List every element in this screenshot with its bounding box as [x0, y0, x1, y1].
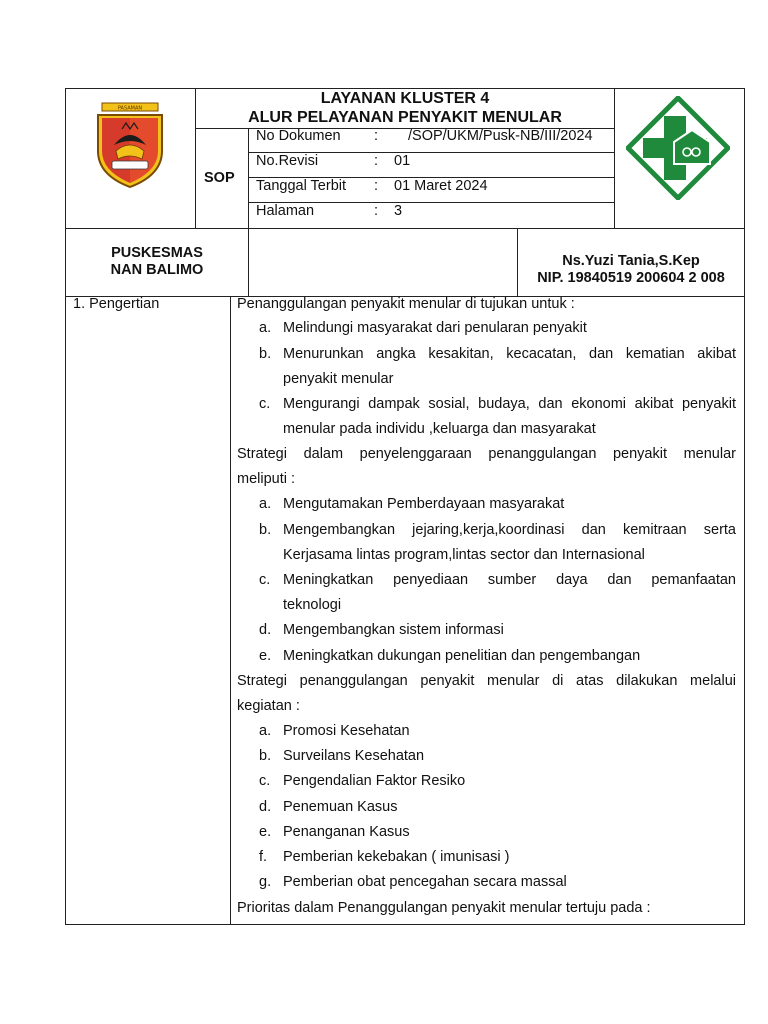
meta-value: 01 — [394, 153, 411, 169]
list-marker: c. — [259, 396, 271, 412]
list-marker: a. — [259, 320, 272, 336]
meta-row-tanggal-terbit — [256, 178, 488, 194]
list-text: Mengembangkan jejaring,kerja,koordinasi dan kemitraan serta — [283, 522, 736, 538]
list-text-continued: menular pada individu ,keluarga dan masyarakat — [283, 421, 596, 437]
meta-key: No Dokumen — [256, 128, 341, 144]
list-marker: f. — [259, 849, 268, 865]
list-text: Pemberian obat pencegahan secara massal — [283, 874, 567, 890]
list-text: Penanganan Kasus — [283, 824, 410, 840]
section-label: 1. Pengertian — [73, 296, 160, 312]
strategy-intro-continued: meliputi : — [237, 471, 296, 487]
list-marker: g. — [259, 874, 272, 890]
puskesmas-name-line1: PUSKESMAS — [111, 245, 203, 261]
list-text: Melindungi masyarakat dari penularan penyakit — [283, 320, 587, 336]
list-marker: d. — [259, 799, 272, 815]
activity-intro: Strategi penanggulangan penyakit menular di atas dilakukan melalui — [237, 673, 736, 689]
list-marker: a. — [259, 723, 272, 739]
meta-row-halaman — [256, 203, 402, 219]
puskesmas-name-line2: NAN BALIMO — [110, 262, 204, 278]
meta-key: Halaman — [256, 203, 315, 219]
meta-value: 3 — [394, 203, 403, 219]
list-marker: b. — [259, 522, 272, 538]
document-title-line2: ALUR PELAYANAN PENYAKIT MENULAR — [248, 109, 562, 126]
list-text-continued: penyakit menular — [283, 371, 394, 387]
meta-row-no-dokumen — [256, 128, 593, 144]
svg-text:PASAMAN: PASAMAN — [117, 105, 143, 112]
signer-nip: NIP. 19840519 200604 2 008 — [537, 270, 725, 286]
list-marker: e. — [259, 648, 272, 664]
list-marker: c. — [259, 572, 271, 588]
document-title-line1: LAYANAN KLUSTER 4 — [320, 90, 490, 107]
meta-key: Tanggal Terbit — [256, 178, 347, 194]
list-marker: c. — [259, 773, 271, 789]
list-text: Promosi Kesehatan — [283, 723, 410, 739]
list-text: Meningkatkan penyediaan sumber daya dan pemanfaatan — [283, 572, 736, 588]
meta-row-no-revisi — [256, 153, 410, 169]
meta-key: No.Revisi — [256, 153, 319, 169]
list-marker: b. — [259, 346, 272, 362]
meta-value: 01 Maret 2024 — [394, 178, 488, 194]
list-marker: b. — [259, 748, 272, 764]
priority-text: Prioritas dalam Penanggulangan penyakit menular tertuju pada : — [237, 900, 651, 916]
meta-sep: : — [374, 203, 379, 219]
activity-intro-continued: kegiatan : — [237, 698, 300, 714]
sop-label: SOP — [204, 170, 235, 186]
list-marker: e. — [259, 824, 272, 840]
meta-value: /SOP/UKM/Pusk-NB/III/2024 — [408, 128, 593, 144]
list-text-continued: teknologi — [283, 597, 342, 613]
signer-name: Ns.Yuzi Tania,S.Kep — [562, 253, 700, 269]
meta-sep: : — [374, 153, 379, 169]
puskesmas-cross-icon — [626, 96, 730, 200]
meta-sep: : — [374, 128, 379, 144]
list-text: Surveilans Kesehatan — [283, 748, 425, 764]
meta-sep: : — [374, 178, 379, 194]
regency-crest-icon — [92, 101, 168, 189]
list-text-continued: Kerjasama lintas program,lintas sector dan Internasional — [283, 547, 645, 563]
list-marker: d. — [259, 622, 272, 638]
list-text: Mengembangkan sistem informasi — [283, 622, 504, 638]
list-text: Mengutamakan Pemberdayaan masyarakat — [283, 496, 565, 512]
list-text: Pemberian kekebakan ( imunisasi ) — [283, 849, 510, 865]
list-text: Pengendalian Faktor Resiko — [283, 773, 466, 789]
strategy-intro: Strategi dalam penyelenggaraan penanggulangan penyakit menular — [237, 446, 736, 462]
list-text: Menurunkan angka kesakitan, kecacatan, dan kematian akibat — [283, 346, 736, 362]
list-marker: a. — [259, 496, 272, 512]
list-text: Mengurangi dampak sosial, budaya, dan ekonomi akibat penyakit — [283, 396, 736, 412]
intro-text: Penanggulangan penyakit menular di tujukan untuk : — [237, 296, 575, 312]
list-text: Penemuan Kasus — [283, 799, 398, 815]
list-text: Meningkatkan dukungan penelitian dan pengembangan — [283, 648, 641, 664]
